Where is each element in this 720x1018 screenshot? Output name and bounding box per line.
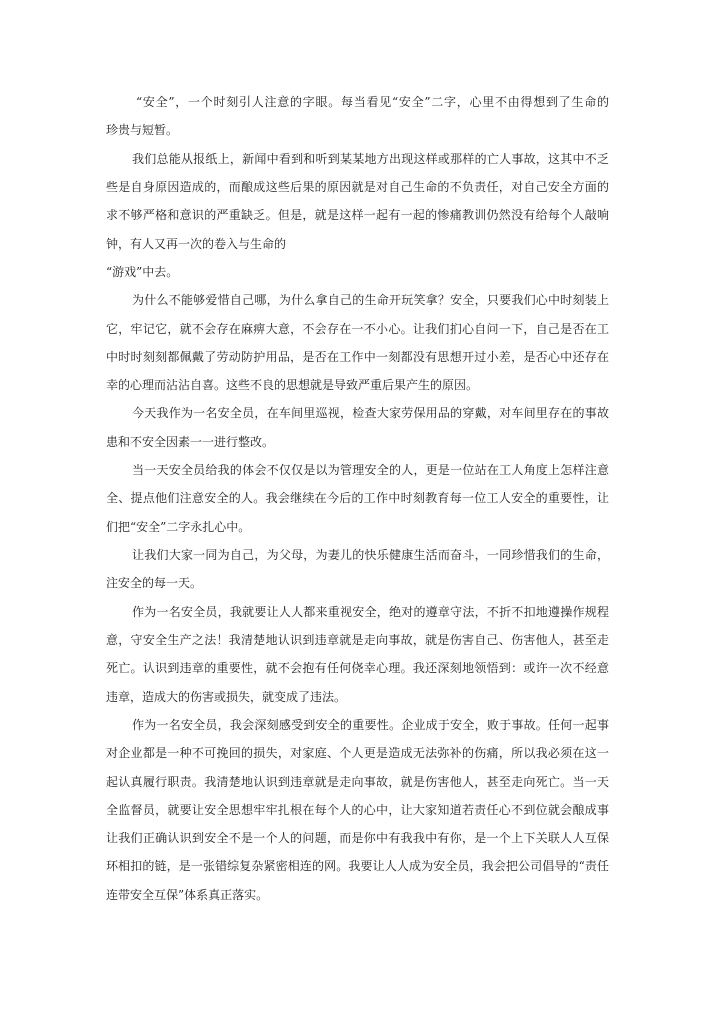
text-line: 今天我作为一名安全员，在车间里巡视，检查大家劳保用品的穿戴，对车间里存在的事故 bbox=[132, 406, 609, 421]
text-line: “安全”，一个时刻引人注意的字眼。每当看见“安全”二字，心里不由得想到了生命的 bbox=[136, 95, 609, 109]
text-line: 对企业都是一种不可挽回的损失，对家庭、个人更是造成无法弥补的伤痛，所以我必须在这一 bbox=[106, 746, 609, 761]
text-line: 当一天安全员给我的体会不仅仅是以为管理安全的人，更是一位站在工人角度上怎样注意 bbox=[132, 463, 609, 478]
text-line: 违章，造成大的伤害或损失，就变成了违法。 bbox=[106, 689, 347, 704]
document-body bbox=[106, 88, 609, 909]
text-line: 它，牢记它，就不会存在麻痹大意，不会存在一不小心。让我们扪心自问一下，自己是否在工 bbox=[106, 321, 609, 336]
text-line: 起认真履行职责。我清楚地认识到违章就是走向事故，就是伤害他人，甚至走向死亡。当一天 bbox=[106, 774, 609, 789]
text-line: 患和不安全因素一一进行整改。 bbox=[106, 434, 275, 449]
text-line: 全监督员，就要让安全思想牢牢扎根在每个人的心中，让大家知道若责任心不到位就会酿成事 bbox=[106, 802, 609, 817]
text-line: 些是自身原因造成的，而酿成这些后果的原因就是对自己生命的不负责任，对自己安全方面的 bbox=[106, 179, 609, 194]
text-line: 我们总能从报纸上，新闻中看到和听到某某地方出现这样或那样的亡人事故，这其中不乏 bbox=[132, 151, 609, 166]
text-line: 们把“安全”二字永扎心中。 bbox=[106, 519, 251, 534]
text-line: 为什么不能够爱惜自己哪，为什么拿自己的生命开玩笑拿？安全，只要我们心中时刻装上 bbox=[132, 293, 609, 308]
text-line: 让我们正确认识到安全不是一个人的问题，而是你中有我我中有你，是一个上下关联人人互保 bbox=[106, 831, 609, 846]
text-line: 钟，有人又再一次的卷入与生命的 bbox=[106, 236, 287, 251]
text-line: 连带安全互保”体系真正落实。 bbox=[106, 887, 269, 902]
text-line: 让我们大家一同为自己，为父母，为妻儿的快乐健康生活而奋斗，一同珍惜我们的生命， bbox=[132, 548, 609, 562]
text-line: “游戏”中去。 bbox=[106, 264, 179, 279]
text-line: 作为一名安全员，我就要让人人都来重视安全，绝对的遵章守法，不折不扣地遵操作规程 bbox=[132, 604, 609, 619]
text-line: 注安全的每一天。 bbox=[106, 576, 203, 591]
text-line: 死亡。认识到违章的重要性，就不会抱有任何侥幸心理。我还深刻地领悟到：或许一次不经意 bbox=[106, 661, 609, 676]
text-line: 中时时刻刻都佩戴了劳动防护用品，是否在工作中一刻都没有思想开过小差，是否心中还存在 bbox=[106, 349, 609, 364]
text-line: 幸的心理而沾沾自喜。这些不良的思想就是导致严重后果产生的原因。 bbox=[106, 378, 479, 393]
text-line: 作为一名安全员，我会深刻感受到安全的重要性。企业成于安全，败于事故。任何一起事 bbox=[132, 717, 609, 732]
text-line: 全、提点他们注意安全的人。我会继续在今后的工作中时刻教育每一位工人安全的重要性，让 bbox=[106, 491, 609, 506]
text-line: 环相扣的链，是一张错综复杂紧密相连的网。我要让人人成为安全员，我会把公司倡导的“责任 bbox=[106, 859, 609, 874]
text-line: 意，守安全生产之法！我清楚地认识到违章就是走向事故，就是伤害自己、伤害他人，甚至走 bbox=[106, 632, 609, 647]
text-line: 求不够严格和意识的严重缺乏。但是，就是这样一起有一起的惨痛教训仍然没有给每个人敲响 bbox=[106, 208, 609, 223]
text-line: 珍贵与短暂。 bbox=[106, 123, 179, 138]
